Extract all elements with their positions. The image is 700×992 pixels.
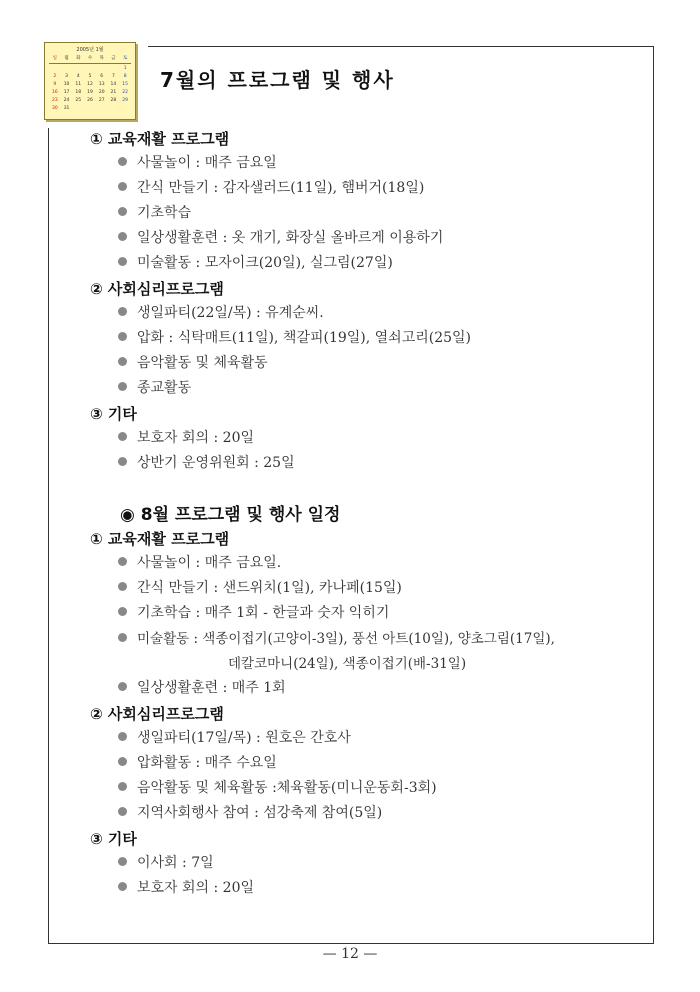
list-item: 미술활동 : 색종이접기(고양이-3일), 풍선 아트(10일), 양초그림(17일), [118, 627, 555, 647]
calendar-weekday: 수 [87, 56, 93, 61]
july-social-heading: ② 사회심리프로그램 [90, 280, 224, 298]
calendar-day: 12 [87, 82, 93, 87]
list-item: 기초학습 : 매주 1회 - 한글과 숫자 익히기 [118, 602, 389, 622]
calendar-day: 14 [110, 82, 117, 87]
calendar-days [49, 66, 131, 111]
calendar-day: 4 [76, 74, 80, 79]
calendar-day: 2 [53, 74, 57, 79]
calendar-weekday: 일 [52, 56, 58, 61]
august-other-heading: ③ 기타 [90, 830, 137, 848]
calendar-weekday: 월 [64, 56, 69, 61]
august-social-heading: ② 사회심리프로그램 [90, 705, 224, 723]
calendar-weekday: 금 [111, 56, 116, 61]
calendar-day: 16 [51, 90, 58, 95]
calendar-day: 18 [75, 90, 82, 95]
list-item: 간식 만들기 : 감자샐러드(11일), 햄버거(18일) [118, 177, 424, 197]
list-item: 압화 : 식탁매트(11일), 책갈피(19일), 열쇠고리(25일) [118, 327, 471, 347]
calendar-day: 24 [63, 98, 70, 103]
july-other-heading: ③ 기타 [90, 405, 137, 423]
list-item: 보호자 회의 : 20일 [118, 877, 254, 897]
list-item: 이사회 : 7일 [118, 852, 214, 872]
calendar-day: 7 [111, 74, 115, 79]
list-item: 기초학습 [118, 202, 191, 222]
list-item: 사물놀이 : 매주 금요일. [118, 552, 281, 572]
calendar-weekday: 화 [76, 56, 81, 61]
calendar-weekday: 목 [99, 56, 104, 61]
calendar-day: 13 [98, 82, 105, 87]
calendar-day [119, 106, 131, 111]
august-education-heading: ① 교육재활 프로그램 [90, 530, 230, 548]
calendar-day: 3 [65, 74, 68, 79]
calendar-day [84, 66, 96, 71]
calendar-day: 20 [98, 90, 105, 95]
list-item: 압화활동 : 매주 수요일 [118, 752, 277, 772]
calendar-day: 8 [123, 74, 127, 79]
list-item: 생일파티(17일/목) : 원호은 간호사 [118, 727, 351, 747]
calendar-day [72, 106, 84, 111]
list-item: 상반기 운영위원회 : 25일 [118, 452, 295, 472]
calendar-day: 25 [75, 98, 82, 103]
calendar-weekdays [49, 55, 131, 61]
calendar-day: 22 [122, 90, 128, 95]
calendar-day: 30 [51, 106, 58, 111]
calendar-day [61, 66, 73, 71]
calendar-day: 21 [110, 90, 117, 95]
list-item: 음악활동 및 체육활동 [118, 352, 268, 372]
list-item: 일상생활훈련 : 매주 1회 [118, 677, 286, 697]
list-item: 생일파티(22일/목) : 유계순씨. [118, 302, 324, 322]
calendar-day: 15 [122, 82, 128, 87]
list-item: 일상생활훈련 : 옷 개기, 화장실 올바르게 이용하기 [118, 227, 443, 247]
calendar-day: 6 [100, 74, 104, 79]
july-education-heading: ① 교육재활 프로그램 [90, 130, 230, 148]
page-title: 7월의 프로그램 및 행사 [160, 68, 395, 92]
calendar-day: 1 [123, 66, 127, 71]
august-title: ◉ 8월 프로그램 및 행사 일정 [120, 505, 341, 525]
calendar-day [84, 106, 96, 111]
list-item: 사물놀이 : 매주 금요일 [118, 152, 277, 172]
list-item: 미술활동 : 모자이크(20일), 실그림(27일) [118, 252, 393, 272]
list-item: 음악활동 및 체육활동 :체육활동(미니운동회-3회) [118, 777, 437, 797]
list-item: 종교활동 [118, 377, 191, 397]
calendar-day [108, 66, 120, 71]
calendar-day: 11 [75, 82, 82, 87]
calendar-day: 27 [98, 98, 105, 103]
calendar-day: 17 [63, 90, 70, 95]
calendar-weekday: 토 [122, 56, 128, 61]
page-number: — 12 — [322, 946, 378, 962]
calendar-day: 23 [51, 98, 58, 103]
list-item: 보호자 회의 : 20일 [118, 427, 254, 447]
list-item: 간식 만들기 : 샌드위치(1일), 카나페(15일) [118, 577, 402, 597]
calendar-day: 28 [110, 98, 117, 103]
calendar-day: 29 [122, 98, 128, 103]
calendar-title: 2005년 1월 [76, 47, 104, 53]
list-item-continuation: 데칼코마니(24일), 색종이접기(배-31일) [228, 656, 467, 672]
calendar-icon [44, 42, 136, 120]
calendar-day: 26 [87, 98, 93, 103]
calendar-day [96, 106, 108, 111]
calendar-day [108, 106, 120, 111]
calendar-day: 10 [63, 82, 70, 87]
calendar-day [49, 66, 61, 71]
calendar-day: 31 [63, 106, 70, 111]
calendar-day [96, 66, 108, 71]
calendar-day [72, 66, 84, 71]
calendar-day: 19 [87, 90, 93, 95]
calendar-day: 9 [53, 82, 57, 87]
calendar-day: 5 [88, 74, 92, 79]
list-item: 지역사회행사 참여 : 섬강축제 참여(5일) [118, 802, 382, 822]
